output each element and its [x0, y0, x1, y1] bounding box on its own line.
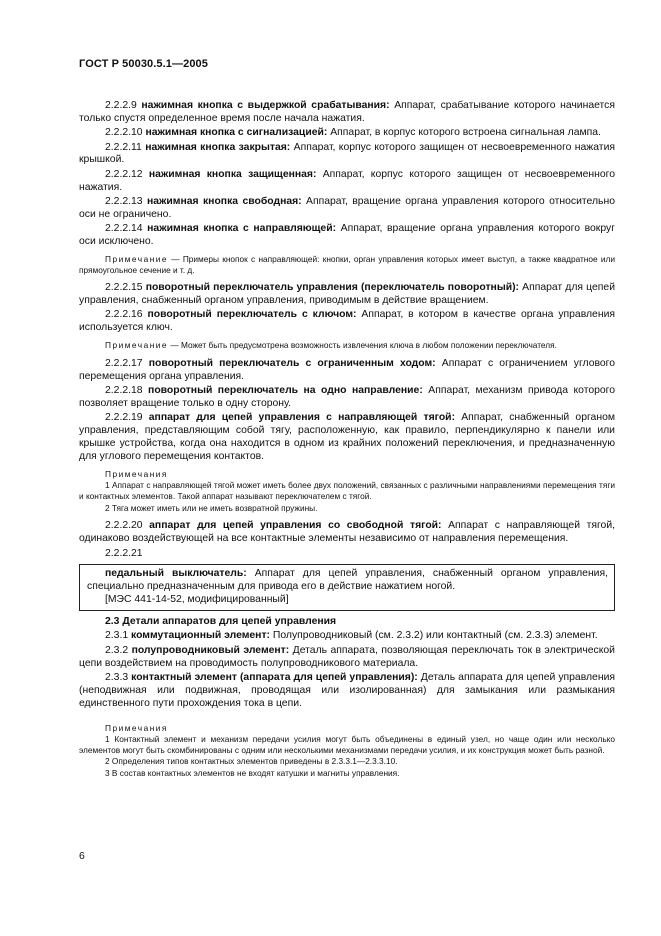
clause-number: 2.3.1	[105, 630, 129, 642]
clause-2-2-2-19	[79, 412, 615, 464]
clause-text: Аппарат, в котором в качестве органа управления используется ключ.	[79, 309, 615, 334]
notes-title: Примечания	[105, 722, 168, 733]
clause-number: 2.2.2.18	[105, 384, 143, 396]
clause-term: поворотный переключатель с ограниченным ходом:	[148, 357, 436, 369]
clause-2-2-2-21-number: 2.2.2.21	[105, 547, 143, 559]
notes-title: Примечания	[105, 468, 168, 479]
note-item: 2 Определения типов контактных элементов приведены в 2.3.3.1—2.3.3.10.	[105, 756, 398, 767]
clause-number: 2.2.2.20	[105, 520, 143, 532]
note-item: 1 Контактный элемент и механизм передачи усилия могут быть объединены в единый узел, но чаще один или несколько элементов могут быть скомбинированы с одним или несколькими механизмами передачи усилия, и их конструкция может быть разной.	[79, 734, 615, 755]
clause-term: аппарат для цепей управления с направляющей тягой:	[148, 412, 456, 424]
clause-term: контактный элемент (аппарата для цепей управления):	[131, 671, 418, 683]
clause-term: поворотный переключатель управления (переключатель поворотный):	[145, 282, 520, 294]
clause-2-2-2-21	[87, 568, 608, 594]
clause-2-2-2-11	[79, 142, 615, 168]
note-label: Примечание	[105, 340, 169, 351]
clause-number: 2.2.2.12	[105, 168, 143, 180]
note-item: 2 Тяга может иметь или не иметь возвратной пружины.	[105, 502, 318, 513]
clause-2-2-2-17	[79, 358, 615, 384]
note-item: 1 Аппарат с направляющей тягой может иметь более двух положений, связанных с различными направлениями перемещения тяги и контактных элементов. Такой аппарат называют переключателем с тягой.	[79, 480, 615, 501]
page-content	[79, 100, 615, 786]
clause-text: Аппарат для цепей управления, снабженный органом управления, специально предназначенным для привода его в действие нажатием ногой.	[87, 567, 608, 592]
note-text: — Может быть предусмотрена возможность извлечения ключа в любом положении переключателя.	[168, 340, 557, 351]
modified-definition-box	[79, 564, 615, 611]
clause-2-2-2-9	[79, 100, 615, 126]
clause-text: Аппарат, вращение органа управления которого относительно оси не ограничено.	[79, 195, 615, 220]
notes-joystick	[79, 469, 615, 513]
iec-reference: [МЭС 441-14-52, модифицированный]	[105, 593, 289, 605]
clause-term: нажимная кнопка закрытая:	[145, 141, 291, 153]
clause-number: 2.2.2.13	[105, 195, 143, 207]
clause-number: 2.2.2.19	[105, 412, 143, 424]
clause-text: Аппарат, срабатывание которого начинается только спустя определенное время после начала нажатия.	[79, 100, 616, 124]
clause-term: поворотный переключатель на одно направление:	[148, 384, 423, 396]
clause-text: Деталь аппарата, позволяющая переключать ток в электрической цепи воздействием на проводимость полупроводникового материала.	[79, 644, 615, 669]
clause-text: Аппарат с направляющей тягой, одинаково воздействующей на все контактные элементы независимо от направления перемещения.	[79, 520, 616, 545]
clause-term: полупроводниковый элемент:	[131, 644, 290, 656]
clause-text: Аппарат, корпус которого защищен от несвоевременного нажатия.	[79, 168, 616, 193]
clause-text: Аппарат, в корпус которого встроена сигнальная лампа.	[327, 127, 601, 139]
clause-term: коммутационный элемент:	[131, 630, 270, 642]
clause-text: Аппарат с ограничением углового перемещения органа управления.	[79, 357, 615, 382]
clause-2-3-2	[79, 645, 615, 671]
clause-number: 2.2.2.17	[105, 357, 143, 369]
note-item: 3 В состав контактных элементов не входят катушки и магниты управления.	[105, 768, 400, 779]
clause-2-2-2-14	[79, 223, 615, 249]
clause-2-2-2-10	[79, 127, 615, 140]
clause-number: 2.2.2.14	[105, 223, 143, 235]
clause-2-2-2-18	[79, 385, 615, 411]
clause-term: поворотный переключатель с ключом:	[147, 309, 357, 321]
clause-term: нажимная кнопка с направляющей:	[147, 223, 337, 235]
note-push-button-guide	[79, 254, 615, 275]
clause-term: нажимная кнопка свободная:	[146, 195, 302, 207]
clause-number: 2.3.2	[105, 644, 129, 656]
note-text: — Примеры кнопок с направляющей: кнопки, орган управления которых имеет выступ, а также квадратное или прямоугольное сечение и т. д.	[79, 253, 615, 275]
clause-2-2-2-20	[79, 520, 615, 546]
clause-number: 2.2.2.15	[105, 282, 143, 294]
clause-text: Аппарат, корпус которого защищен от несвоевременного нажатия крышкой.	[79, 141, 615, 166]
clause-text: Аппарат, снабженный органом управления, представляющим собой тягу, расположенную, как правило, перпендикулярно к панели или крышке устройства, когда она находится в одном из крайних положений переключения, и предназначенную для углового перемещения контактов.	[79, 412, 615, 462]
note-label: Примечание	[105, 253, 169, 264]
clause-term: педальный выключатель:	[105, 567, 247, 579]
clause-2-2-2-15	[79, 282, 615, 308]
clause-2-3-1	[79, 630, 615, 643]
section-title: 2.3 Детали аппаратов для цепей управления	[105, 615, 337, 627]
clause-2-3-3	[79, 672, 615, 711]
clause-term: нажимная кнопка с сигнализацией:	[145, 127, 328, 139]
clause-number: 2.2.2.11	[105, 141, 142, 153]
clause-text: Аппарат, вращение органа управления которого вокруг оси исключено.	[79, 223, 615, 248]
clause-term: нажимная кнопка с выдержкой срабатывания:	[141, 100, 390, 111]
clause-number: 2.2.2.9	[105, 100, 137, 111]
clause-text: Аппарат, механизм привода которого позволяет вращение только в одну сторону.	[79, 384, 616, 409]
clause-2-2-2-13	[79, 196, 615, 222]
clause-2-2-2-12	[79, 169, 615, 195]
clause-text: Деталь аппарата для цепей управления (неподвижная или подвижная, проводящая или изолированная) для замыкания или размыкания единственного пути прохождения тока в цепи.	[79, 671, 616, 709]
clause-2-2-2-16	[79, 309, 615, 335]
notes-contact-element	[79, 723, 615, 779]
clause-term: аппарат для цепей управления со свободной тягой:	[149, 520, 442, 532]
clause-number: 2.3.3	[105, 671, 129, 683]
note-key-switch	[79, 340, 615, 351]
clause-text: Полупроводниковый (см. 2.3.2) или контактный (см. 2.3.3) элемент.	[270, 630, 598, 642]
clause-text: Аппарат для цепей управления, снабженный органом управления, приводимым в действие вращением.	[79, 282, 615, 307]
clause-term: нажимная кнопка защищенная:	[148, 168, 317, 180]
document-header: ГОСТ Р 50030.5.1—2005	[79, 58, 208, 70]
page-number: 6	[79, 851, 85, 862]
clause-number: 2.2.2.10	[105, 127, 143, 139]
clause-number: 2.2.2.16	[105, 309, 143, 321]
